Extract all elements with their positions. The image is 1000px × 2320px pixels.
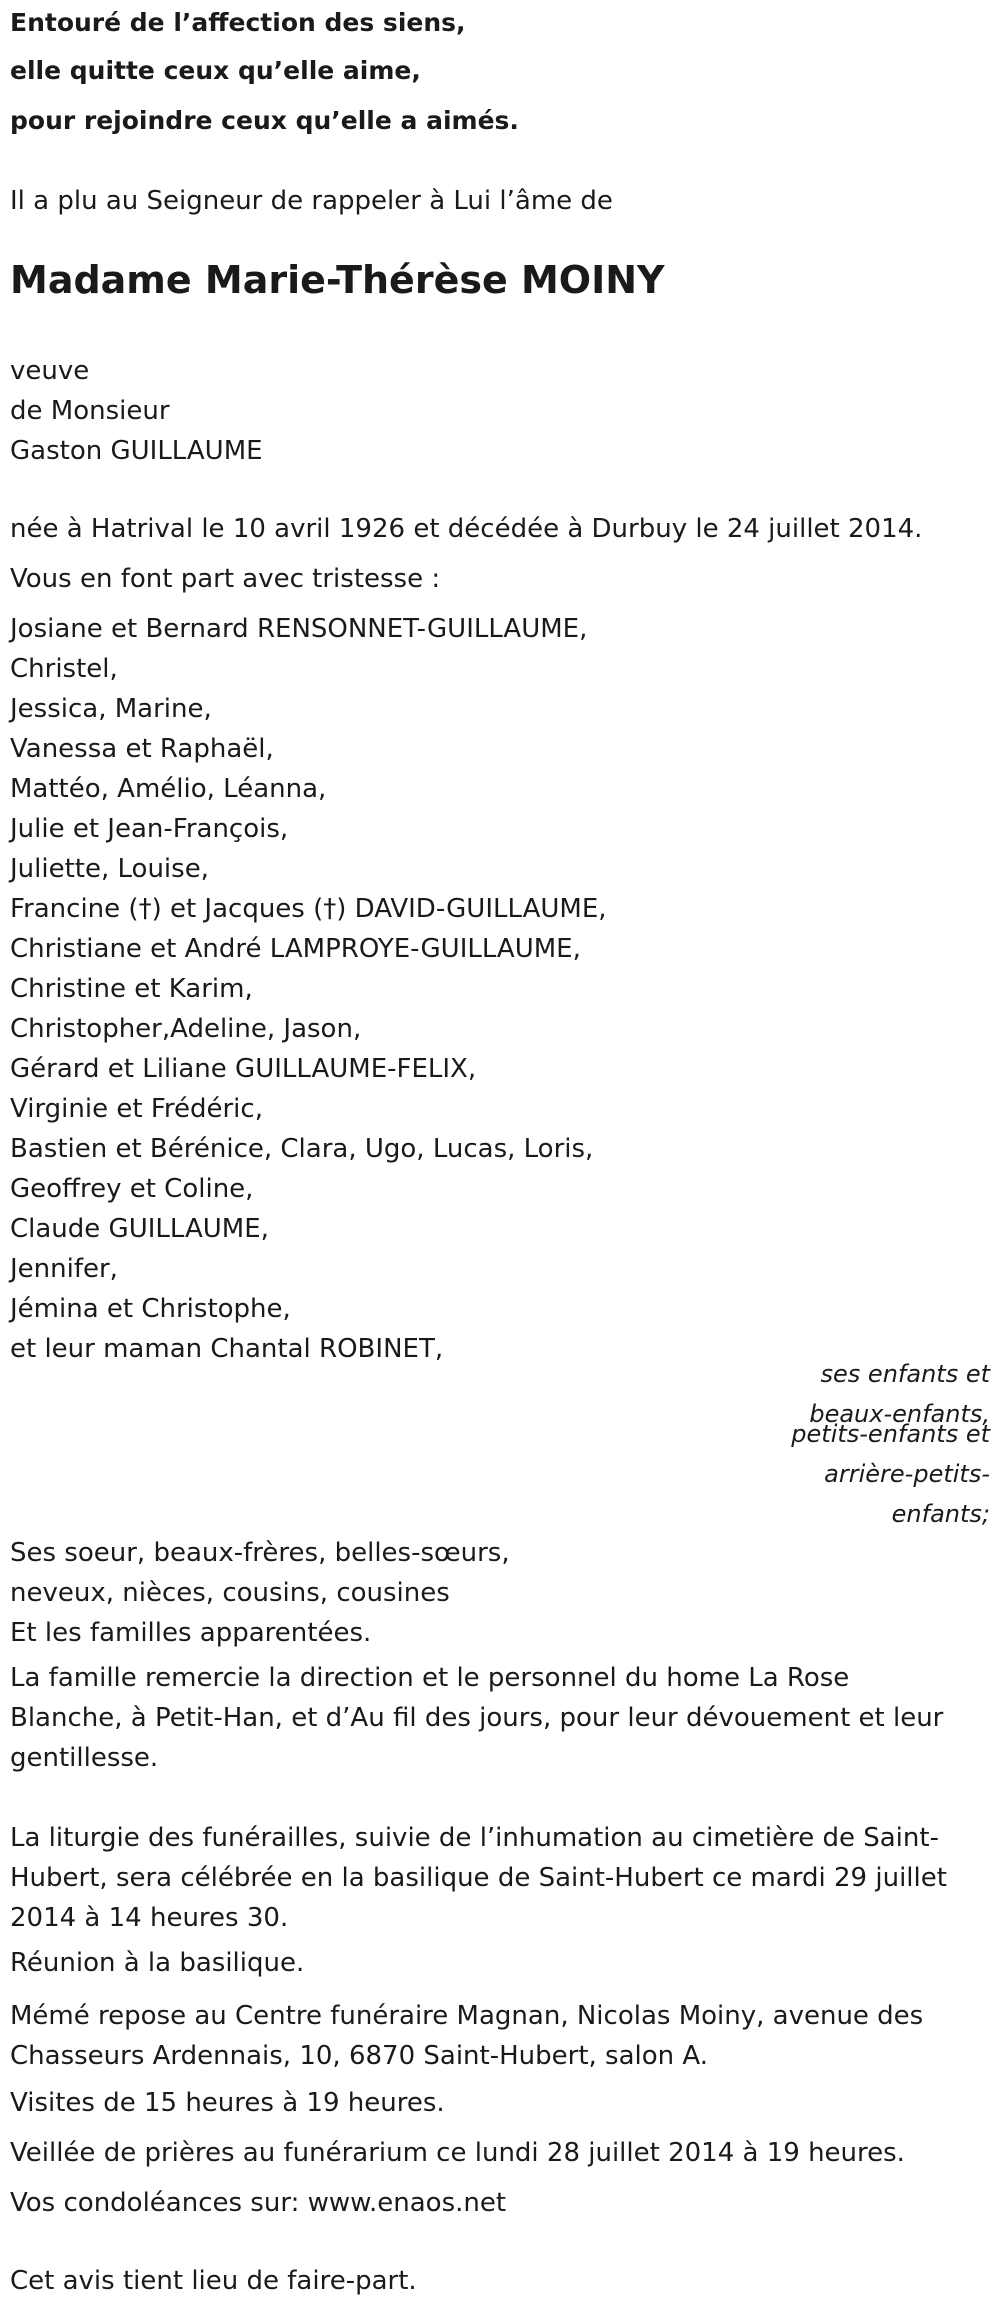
family-line: Josiane et Bernard RENSONNET-GUILLAUME, [10,614,588,644]
role-grandchildren: petits-enfants et arrière-petits-enfants; [791,1420,990,1528]
thanks-paragraph: La famille remercie la direction et le personnel du home La Rose Blanche, à Petit-Han, et d’Au fil des jours, pour leur dévouement et leur gentillesse. [10,1663,944,1773]
relatives-line-3: Et les familles apparentées. [10,1618,372,1648]
family-line: Juliette, Louise, [10,854,209,884]
relatives-line-1: Ses soeur, beaux-frères, belles-sœurs, [10,1538,510,1568]
widow-line-3: Gaston GUILLAUME [10,436,263,466]
family-line: Jessica, Marine, [10,694,212,724]
funeral-paragraph: La liturgie des funérailles, suivie de l’inhumation au cimetière de Saint-Hubert, sera célébrée en la basilique de Saint-Hubert ce mardi 29 juillet 2014 à 14 heures 30. [10,1823,947,1933]
widow-line-1: veuve [10,356,90,386]
family-line: Christel, [10,654,118,684]
family-line: Vanessa et Raphaël, [10,734,274,764]
family-line: Julie et Jean-François, [10,814,289,844]
family-line: Francine (†) et Jacques (†) DAVID-GUILLAUME, [10,894,607,924]
announce-text: Vous en font part avec tristesse : [10,564,441,594]
family-line: Christopher,Adeline, Jason, [10,1014,362,1044]
family-line: Jennifer, [10,1254,118,1284]
epigraph-line-3: pour rejoindre ceux qu’elle a aimés. [10,106,519,135]
family-line: Virginie et Frédéric, [10,1094,263,1124]
family-line: Geoffrey et Coline, [10,1174,254,1204]
epigraph-line-1: Entouré de l’affection des siens, [10,8,466,37]
epigraph-line-2: elle quitte ceux qu’elle aime, [10,56,421,85]
visits-text: Visites de 15 heures à 19 heures. [10,2088,445,2118]
deceased-name: Madame Marie-Thérèse MOINY [10,258,665,302]
meeting-text: Réunion à la basilique. [10,1948,305,1978]
condolences-text: Vos condoléances sur: www.enaos.net [10,2188,507,2218]
widow-line-2: de Monsieur [10,396,170,426]
family-line: Claude GUILLAUME, [10,1214,269,1244]
rest-place-paragraph: Mémé repose au Centre funéraire Magnan, Nicolas Moiny, avenue des Chasseurs Ardennais, 10, 6870 Saint-Hubert, salon A. [10,2001,924,2071]
relatives-line-2: neveux, nièces, cousins, cousines [10,1578,450,1608]
vigil-text: Veillée de prières au funérarium ce lundi 28 juillet 2014 à 19 heures. [10,2138,905,2168]
family-line: Christine et Karim, [10,974,253,1004]
closing-text: Cet avis tient lieu de faire-part. [10,2266,417,2296]
family-line: et leur maman Chantal ROBINET, [10,1334,444,1364]
family-line: Christiane et André LAMPROYE-GUILLAUME, [10,934,581,964]
birth-death-text: née à Hatrival le 10 avril 1926 et décédée à Durbuy le 24 juillet 2014. [10,514,923,544]
family-line: Bastien et Bérénice, Clara, Ugo, Lucas, Loris, [10,1134,594,1164]
family-line: Mattéo, Amélio, Léanna, [10,774,327,804]
role-children: ses enfants et beaux-enfants, [809,1360,990,1428]
family-line: Gérard et Liliane GUILLAUME-FELIX, [10,1054,477,1084]
family-line: Jémina et Christophe, [10,1294,291,1324]
intro-text: Il a plu au Seigneur de rappeler à Lui l’âme de [10,186,613,216]
